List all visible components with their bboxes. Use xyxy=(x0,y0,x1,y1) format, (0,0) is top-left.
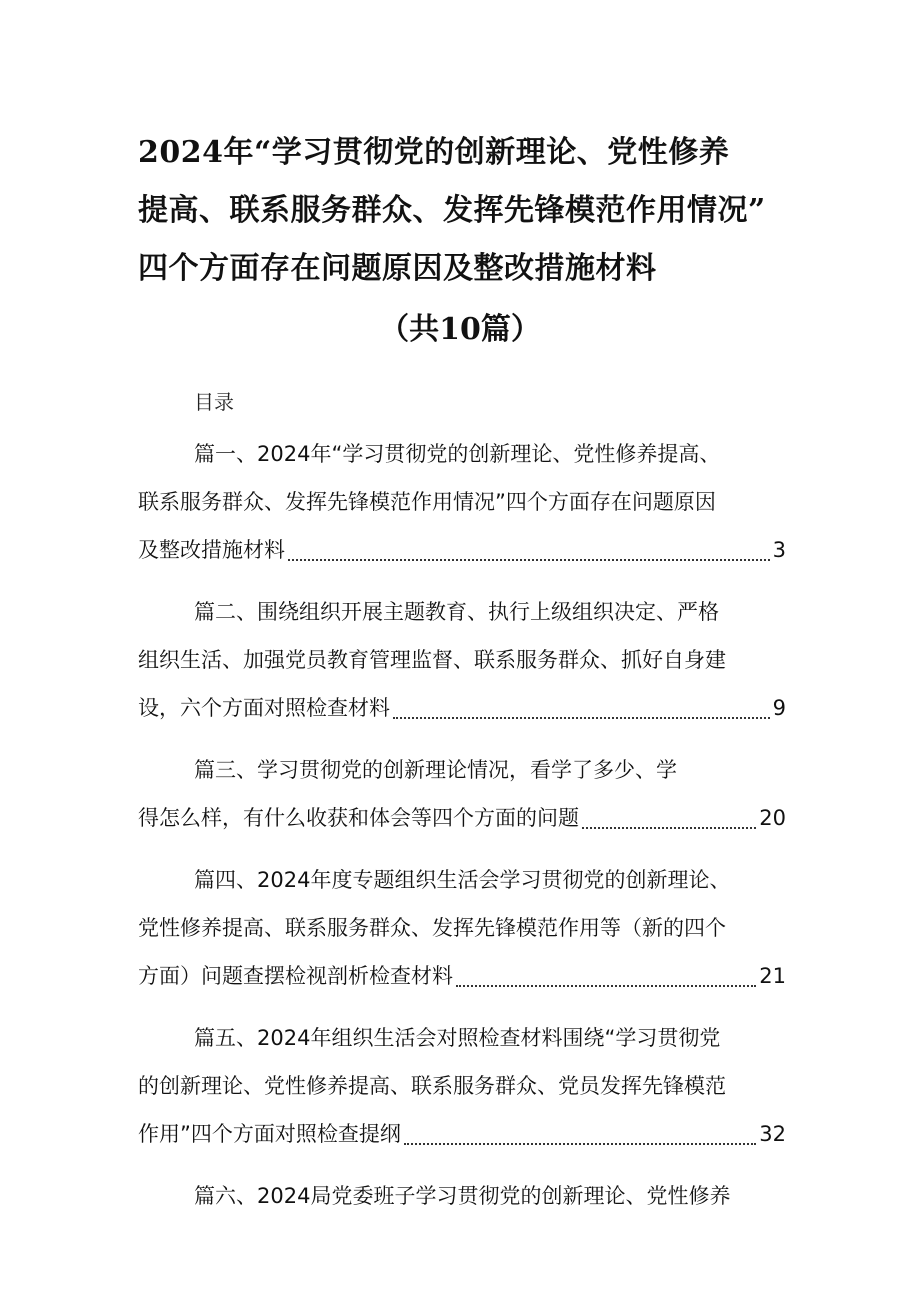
toc-entry-text: 联系服务群众、发挥先锋模范作用情况”四个方面存在问题原因 xyxy=(138,490,716,514)
toc-entry-line xyxy=(138,952,786,1000)
toc-entry-text: 篇一、2024年“学习贯彻党的创新理论、党性修养提高、 xyxy=(194,442,721,466)
toc-entry-line xyxy=(138,636,786,684)
toc-entry-line xyxy=(138,684,786,732)
toc-entry-text: 组织生活、加强党员教育管理监督、联系服务群众、抓好自身建 xyxy=(138,648,726,672)
document-subtitle: （共10篇） xyxy=(379,312,541,347)
toc-entry-line xyxy=(138,746,786,794)
toc-dot-leader xyxy=(393,716,770,719)
title-line-2: 提高、联系服务群众、发挥先锋模范作用情况” xyxy=(138,193,766,228)
toc-entry-text: 篇二、围绕组织开展主题教育、执行上级组织决定、严格 xyxy=(194,600,719,624)
toc-page-number: 21 xyxy=(759,964,786,988)
toc-entry-line xyxy=(138,904,786,952)
toc-entry-text: 篇五、2024年组织生活会对照检查材料围绕“学习贯彻党 xyxy=(194,1026,721,1050)
toc-entry[interactable] xyxy=(138,430,786,574)
table-of-contents xyxy=(138,430,786,1234)
toc-entry-line xyxy=(138,588,786,636)
toc-page-number: 32 xyxy=(759,1122,786,1146)
toc-entry-line xyxy=(138,1110,786,1158)
toc-entry-line xyxy=(138,1062,786,1110)
toc-entry-text: 设，六个方面对照检查材料 xyxy=(138,696,390,720)
title-line-1: 2024年“学习贯彻党的创新理论、党性修养 xyxy=(138,135,730,170)
toc-page-number: 3 xyxy=(772,538,786,562)
toc-entry[interactable] xyxy=(138,1172,786,1220)
toc-entry-line xyxy=(138,478,786,526)
toc-entry-text: 方面）问题查摆检视剖析检查材料 xyxy=(138,964,453,988)
toc-entry[interactable] xyxy=(138,746,786,842)
toc-entry-line xyxy=(138,526,786,574)
toc-entry[interactable] xyxy=(138,856,786,1000)
toc-dot-leader xyxy=(582,826,756,829)
toc-entry-line xyxy=(138,430,786,478)
title-line-3: 四个方面存在问题原因及整改措施材料 xyxy=(138,251,657,286)
toc-entry-text: 的创新理论、党性修养提高、联系服务群众、党员发挥先锋模范 xyxy=(138,1074,726,1098)
toc-entry-line xyxy=(138,1014,786,1062)
toc-entry-text: 篇六、2024局党委班子学习贯彻党的创新理论、党性修养 xyxy=(194,1184,731,1208)
toc-entry-line xyxy=(138,794,786,842)
toc-entry-text: 篇四、2024年度专题组织生活会学习贯彻党的创新理论、 xyxy=(194,868,731,892)
toc-entry-line xyxy=(138,1172,786,1220)
toc-page-number: 9 xyxy=(772,696,786,720)
toc-dot-leader xyxy=(404,1142,756,1145)
toc-page-number: 20 xyxy=(759,806,786,830)
toc-entry[interactable] xyxy=(138,1014,786,1158)
toc-heading: 目录 xyxy=(194,390,234,414)
toc-entry-text: 得怎么样，有什么收获和体会等四个方面的问题 xyxy=(138,806,579,830)
toc-entry-text: 篇三、学习贯彻党的创新理论情况，看学了多少、学 xyxy=(194,758,677,782)
toc-dot-leader xyxy=(456,984,756,987)
toc-entry-text: 及整改措施材料 xyxy=(138,538,285,562)
document-title xyxy=(138,124,798,298)
toc-dot-leader xyxy=(288,558,770,561)
toc-entry-text: 作用”四个方面对照检查提纲 xyxy=(138,1122,401,1146)
toc-entry[interactable] xyxy=(138,588,786,732)
toc-entry-text: 党性修养提高、联系服务群众、发挥先锋模范作用等（新的四个 xyxy=(138,916,726,940)
toc-entry-line xyxy=(138,856,786,904)
